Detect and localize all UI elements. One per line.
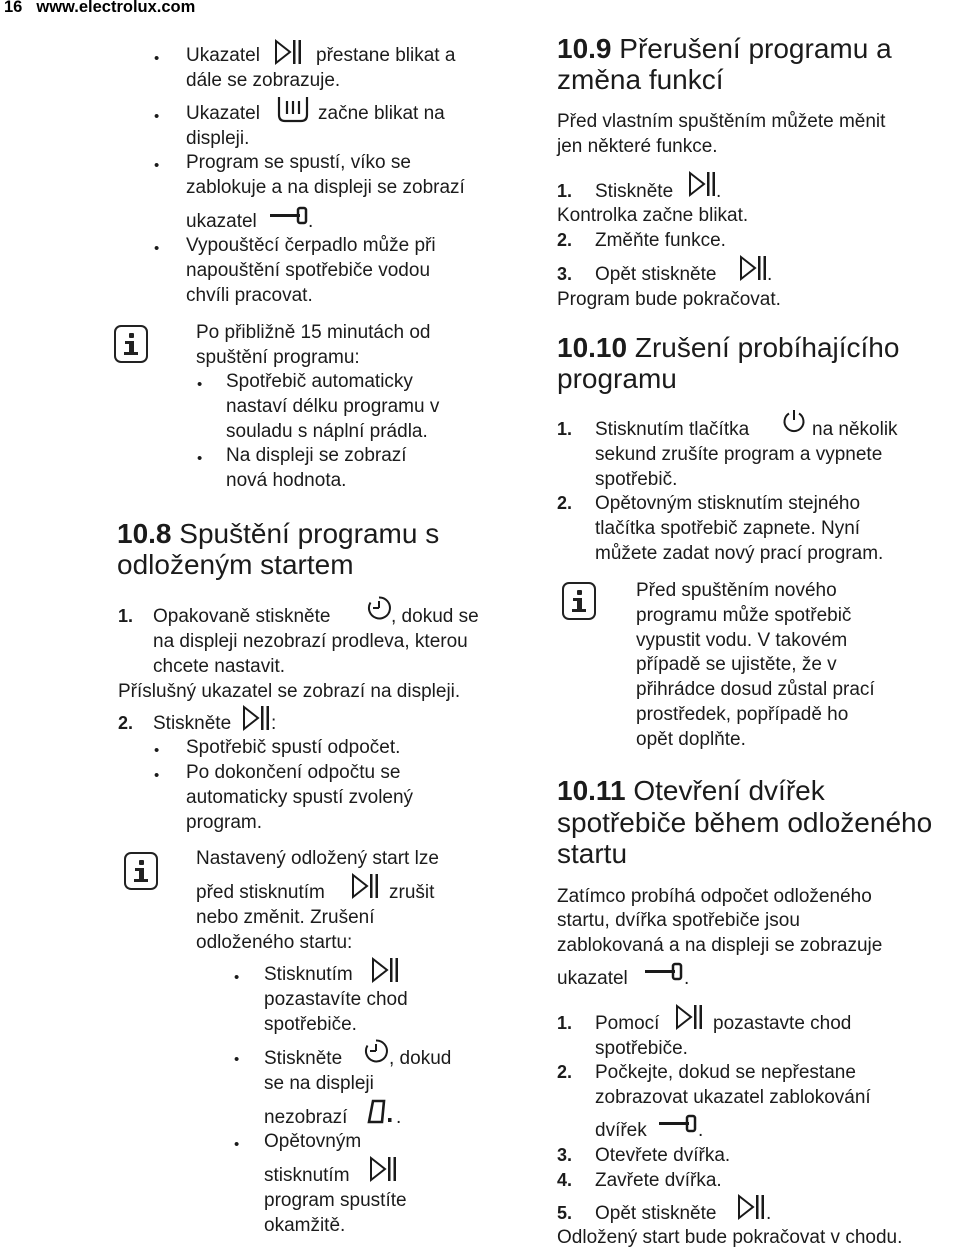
step-number: 1. bbox=[118, 606, 134, 626]
info-text: Stisknutím bbox=[264, 964, 353, 985]
step-note: Příslušný ukazatel se zobrazí na displeji. bbox=[118, 681, 461, 702]
step-number: 2. bbox=[118, 713, 134, 733]
bullet-marker: • bbox=[234, 1136, 240, 1153]
step-text: Pomocí bbox=[595, 1013, 660, 1034]
bullet-marker: • bbox=[197, 450, 203, 467]
bullet-text: zablokuje a na displeji se zobrazí bbox=[186, 177, 465, 198]
step-text: spotřebič. bbox=[595, 469, 678, 490]
bullet-text: ukazatel bbox=[186, 211, 257, 232]
intro-text: Před vlastním spuštěním můžete měnit bbox=[557, 111, 886, 132]
intro-text: startu, dvířka spotřebiče jsou bbox=[557, 910, 800, 931]
step-text: . bbox=[698, 1120, 704, 1141]
bullet-text: Vypouštěcí čerpadlo může při bbox=[186, 235, 436, 256]
info-text: Nastavený odložený start lze bbox=[196, 848, 439, 869]
step-text: chcete nastavit. bbox=[153, 656, 286, 677]
bullet-marker: • bbox=[154, 767, 160, 784]
door-lock-icon bbox=[645, 961, 683, 981]
step-text: Stiskněte bbox=[595, 181, 674, 202]
info-text: nová hodnota. bbox=[226, 470, 347, 491]
step-text: Otevřete dvířka. bbox=[595, 1145, 731, 1166]
step-text: na několik bbox=[812, 419, 898, 440]
section-heading: spotřebiče během odloženého bbox=[557, 807, 933, 838]
info-text: spotřebiče. bbox=[264, 1014, 357, 1035]
door-lock-icon bbox=[659, 1113, 697, 1133]
step-text: Opět stiskněte bbox=[595, 264, 717, 285]
step-number: 3. bbox=[557, 264, 573, 284]
step-text: Opět stiskněte bbox=[595, 1203, 717, 1224]
bullet-text: program. bbox=[186, 812, 263, 833]
info-text: stisknutím bbox=[264, 1165, 350, 1186]
intro-text: . bbox=[684, 968, 690, 989]
step-number: 5. bbox=[557, 1203, 573, 1223]
bullet-text: napouštění spotřebiče vodou bbox=[186, 260, 431, 281]
section-heading: programu bbox=[557, 363, 677, 394]
bullet-marker: • bbox=[154, 240, 160, 257]
intro-text: ukazatel bbox=[557, 968, 628, 989]
info-text: program spustíte bbox=[264, 1190, 407, 1211]
info-icon bbox=[124, 852, 158, 890]
info-text: spuštění programu: bbox=[196, 347, 360, 368]
step-text: Stisknutím tlačítka bbox=[595, 419, 750, 440]
info-text: . bbox=[396, 1107, 402, 1128]
start-pause-icon bbox=[243, 706, 269, 730]
step-number: 3. bbox=[557, 1145, 573, 1165]
step-number: 1. bbox=[557, 1013, 573, 1033]
page-header bbox=[4, 0, 195, 17]
bullet-text: displeji. bbox=[186, 128, 250, 149]
bullet-text: dále se zobrazuje. bbox=[186, 70, 341, 91]
intro-text: Zatímco probíhá odpočet odloženého bbox=[557, 886, 872, 907]
intro-text: zablokovaná a na displeji se zobrazuje bbox=[557, 935, 883, 956]
start-pause-icon bbox=[370, 1157, 396, 1181]
bullet-marker: • bbox=[154, 50, 160, 67]
delay-start-icon bbox=[367, 596, 391, 620]
step-text: : bbox=[271, 713, 277, 734]
step-text: spotřebiče. bbox=[595, 1038, 688, 1059]
step-text: Počkejte, dokud se nepřestane bbox=[595, 1062, 856, 1083]
info-text: Opětovným bbox=[264, 1131, 362, 1152]
step-note: Odložený start bude pokračovat v chodu. bbox=[557, 1227, 903, 1248]
step-text: sekund zrušíte program a vypnete bbox=[595, 444, 883, 465]
section-heading: 10.8 Spuštění programu s bbox=[117, 518, 440, 549]
step-text: můžete zadat nový prací program. bbox=[595, 543, 884, 564]
section-heading: změna funkcí bbox=[557, 64, 724, 95]
start-pause-icon bbox=[740, 256, 766, 280]
step-text: pozastavte chod bbox=[713, 1013, 852, 1034]
info-text: programu může spotřebič bbox=[636, 605, 852, 626]
bullet-text: Program se spustí, víko se bbox=[186, 152, 411, 173]
bullet-marker: • bbox=[234, 969, 240, 986]
start-pause-icon bbox=[689, 172, 715, 196]
bullet-marker: • bbox=[154, 157, 160, 174]
start-pause-icon bbox=[738, 1195, 764, 1219]
step-text: Opakovaně stiskněte bbox=[153, 606, 331, 627]
bullet-marker: • bbox=[154, 108, 160, 125]
section-heading: 10.9 Přerušení programu a bbox=[557, 33, 892, 64]
bullet-marker: • bbox=[197, 376, 203, 393]
step-number: 1. bbox=[557, 181, 573, 201]
info-text: přihrádce dosud zůstal prací bbox=[636, 679, 875, 700]
step-text: dvířek bbox=[595, 1120, 647, 1141]
step-note: Program bude pokračovat. bbox=[557, 289, 781, 310]
bullet-text: Spotřebič spustí odpočet. bbox=[186, 737, 401, 758]
bullet-text: Ukazatel bbox=[186, 45, 260, 66]
info-text: pozastavíte chod bbox=[264, 989, 408, 1010]
bullet-marker: • bbox=[154, 742, 160, 759]
website-url: www.electrolux.com bbox=[36, 0, 196, 16]
display-zero-icon bbox=[366, 1098, 396, 1126]
step-number: 2. bbox=[557, 493, 573, 513]
step-text: . bbox=[716, 181, 722, 202]
step-text: tlačítka spotřebič zapnete. Nyní bbox=[595, 518, 861, 539]
info-text: , dokud bbox=[389, 1048, 452, 1069]
info-text: zrušit bbox=[389, 882, 435, 903]
info-text: souladu s náplní prádla. bbox=[226, 421, 428, 442]
section-heading: 10.11 Otevření dvířek bbox=[557, 775, 825, 806]
step-number: 2. bbox=[557, 230, 573, 250]
info-text: Spotřebič automaticky bbox=[226, 371, 413, 392]
info-text: před stisknutím bbox=[196, 882, 325, 903]
info-text: Na displeji se zobrazí bbox=[226, 445, 407, 466]
bullet-text: chvíli pracovat. bbox=[186, 285, 313, 306]
info-text: okamžitě. bbox=[264, 1215, 346, 1236]
prewash-icon bbox=[277, 95, 309, 123]
section-heading: odloženým startem bbox=[117, 549, 354, 580]
door-lock-icon bbox=[270, 205, 308, 225]
info-text: opět doplňte. bbox=[636, 729, 746, 750]
step-note: Kontrolka začne blikat. bbox=[557, 205, 749, 226]
step-text: Zavřete dvířka. bbox=[595, 1170, 722, 1191]
info-icon bbox=[114, 325, 148, 363]
info-text: vypustit vodu. V takovém bbox=[636, 630, 848, 651]
bullet-marker: • bbox=[234, 1051, 240, 1068]
info-icon bbox=[562, 582, 596, 620]
bullet-text: Po dokončení odpočtu se bbox=[186, 762, 401, 783]
info-text: Před spuštěním nového bbox=[636, 580, 837, 601]
step-text: zobrazovat ukazatel zablokování bbox=[595, 1087, 871, 1108]
bullet-text: začne blikat na bbox=[318, 103, 445, 124]
info-text: se na displeji bbox=[264, 1073, 374, 1094]
start-pause-icon bbox=[352, 874, 378, 898]
on-off-icon bbox=[782, 409, 806, 433]
bullet-text: Ukazatel bbox=[186, 103, 260, 124]
step-number: 2. bbox=[557, 1062, 573, 1082]
info-text: nezobrazí bbox=[264, 1107, 348, 1128]
step-text: . bbox=[766, 1203, 772, 1224]
bullet-text: automaticky spustí zvolený bbox=[186, 787, 414, 808]
section-heading: 10.10 Zrušení probíhajícího bbox=[557, 332, 900, 363]
step-text: na displeji nezobrazí prodleva, kterou bbox=[153, 631, 468, 652]
bullet-text: přestane blikat a bbox=[316, 45, 456, 66]
info-text: případě se ujistěte, že v bbox=[636, 654, 837, 675]
bullet-text: . bbox=[308, 211, 314, 232]
step-number: 1. bbox=[557, 419, 573, 439]
intro-text: jen některé funkce. bbox=[557, 136, 718, 157]
delay-start-icon bbox=[364, 1039, 388, 1063]
info-text: odloženého startu: bbox=[196, 932, 353, 953]
step-text: Stiskněte bbox=[153, 713, 232, 734]
step-text: , dokud se bbox=[391, 606, 479, 627]
step-text: Opětovným stisknutím stejného bbox=[595, 493, 861, 514]
info-text: nastaví délku programu v bbox=[226, 396, 440, 417]
page-number: 16 bbox=[4, 0, 23, 16]
info-text: Po přibližně 15 minutách od bbox=[196, 322, 431, 343]
info-text: prostředek, popřípadě ho bbox=[636, 704, 849, 725]
step-number: 4. bbox=[557, 1170, 573, 1190]
info-text: nebo změnit. Zrušení bbox=[196, 907, 375, 928]
info-text: Stiskněte bbox=[264, 1048, 343, 1069]
step-text: . bbox=[767, 264, 773, 285]
step-text: Změňte funkce. bbox=[595, 230, 726, 251]
section-heading: startu bbox=[557, 838, 628, 869]
start-pause-icon bbox=[275, 40, 301, 64]
start-pause-icon bbox=[372, 958, 398, 982]
start-pause-icon bbox=[676, 1005, 702, 1029]
